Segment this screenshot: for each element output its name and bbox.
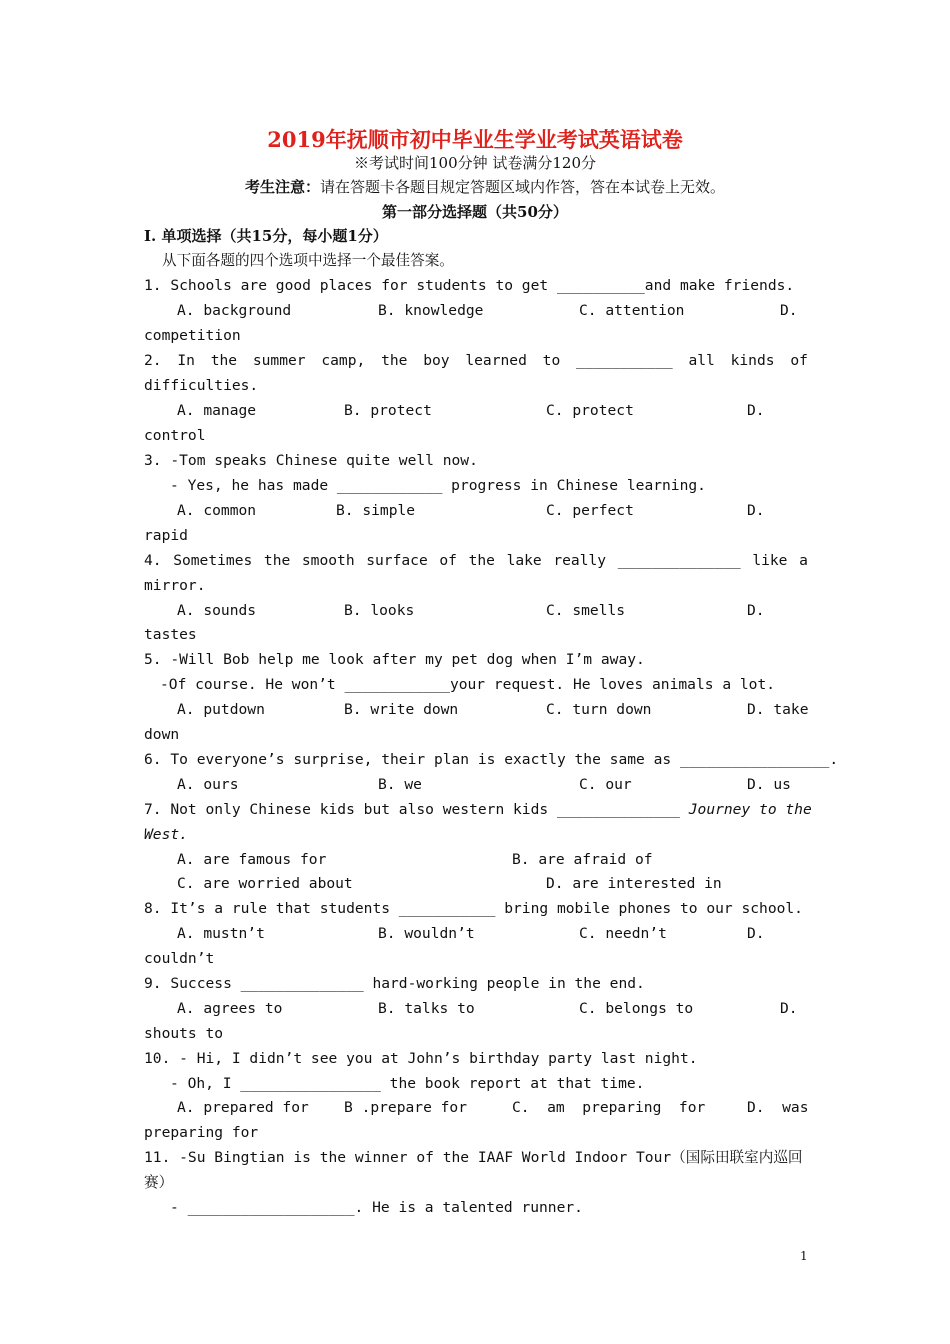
q5-option-b: B. write down	[344, 701, 459, 718]
q6-option-c: C. our	[579, 776, 632, 793]
q7-stem: 7. Not only Chinese kids but also western kids ______________ Journey to the	[144, 801, 812, 818]
q2-option-b: B. protect	[344, 402, 432, 419]
q2-option-d-wrap: control	[144, 427, 206, 444]
q8-option-b: B. wouldn’t	[378, 925, 475, 942]
q4-option-a: A. sounds	[177, 602, 257, 619]
q11-stem: 11. -Su Bingtian is the winner of the IAAF World Indoor Tour（国际田联室内巡回	[144, 1149, 803, 1166]
q3-option-c: C. perfect	[546, 502, 634, 519]
q10-option-d-wrap: preparing for	[144, 1124, 259, 1141]
q4-option-b: B. looks	[344, 602, 415, 619]
q9-option-d: D.	[780, 1000, 798, 1017]
q8-option-a: A. mustn’t	[177, 925, 265, 942]
q3-stem-cont: - Yes, he has made ____________ progress in Chinese learning.	[170, 477, 706, 494]
page-number: 1	[800, 1249, 808, 1263]
q10-option-c: C. am preparing for	[512, 1099, 706, 1116]
q9-option-b: B. talks to	[378, 1000, 475, 1017]
q3-stem: 3. -Tom speaks Chinese quite well now.	[144, 452, 478, 469]
q8-option-d-wrap: couldn’t	[144, 950, 215, 967]
exam-title: 2019年抚顺市初中毕业生学业考试英语试卷	[267, 127, 683, 152]
q10-option-b: B .prepare for	[344, 1099, 468, 1116]
q11-stem-cont: - ___________________. He is a talented runner.	[170, 1199, 583, 1216]
q4-stem-cont: mirror.	[144, 577, 206, 594]
q2-option-a: A. manage	[177, 402, 257, 419]
q5-option-a: A. putdown	[177, 701, 265, 718]
q8-option-d: D.	[747, 925, 765, 942]
q6-option-a: A. ours	[177, 776, 239, 793]
q11-stem-cn-wrap: 赛）	[144, 1174, 174, 1191]
q2-stem-cont: difficulties.	[144, 377, 259, 394]
q10-stem: 10. - Hi, I didn’t see you at John’s birthday party last night.	[144, 1050, 698, 1067]
q5-option-c: C. turn down	[546, 701, 652, 718]
q9-stem: 9. Success ______________ hard-working people in the end.	[144, 975, 645, 992]
q10-option-a: A. prepared for	[177, 1099, 309, 1116]
q7-book-title: Journey to the	[688, 801, 812, 818]
notice-text: 请在答题卡各题目规定答题区域内作答，答在本试卷上无效。	[320, 178, 726, 196]
q7-option-b: B. are afraid of	[512, 851, 653, 868]
q6-option-b: B. we	[378, 776, 422, 793]
q4-option-c: C. smells	[546, 602, 626, 619]
q9-option-c: C. belongs to	[579, 1000, 694, 1017]
q1-stem: 1. Schools are good places for students to get __________and make friends.	[144, 277, 795, 294]
section-instruction: 从下面各题的四个选项中选择一个最佳答案。	[162, 252, 454, 269]
q3-option-a: A. common	[177, 502, 257, 519]
q1-option-b: B. knowledge	[378, 302, 484, 319]
exam-subtitle: ※考试时间100分钟 试卷满分120分	[353, 154, 597, 172]
q1-option-a: A. background	[177, 302, 292, 319]
q2-stem: 2. In the summer camp, the boy learned to ___________ all kinds of	[144, 352, 808, 369]
q7-option-a: A. are famous for	[177, 851, 327, 868]
q3-option-d: D.	[747, 502, 765, 519]
q2-option-d: D.	[747, 402, 765, 419]
q5-option-d-wrap: down	[144, 726, 180, 743]
q1-option-d: D.	[780, 302, 798, 319]
q4-option-d-wrap: tastes	[144, 626, 197, 643]
q6-stem: 6. To everyone’s surprise, their plan is exactly the same as _________________.	[144, 751, 839, 768]
q7-option-d: D. are interested in	[546, 875, 722, 892]
notice-label: 考生注意：	[245, 178, 321, 196]
q5-option-d: D. take	[747, 701, 809, 718]
q6-option-d: D. us	[747, 776, 791, 793]
q5-stem-cont: -Of course. He won’t ____________your request. He loves animals a lot.	[160, 676, 776, 693]
q10-stem-cont: - Oh, I ________________ the book report at that time.	[170, 1075, 645, 1092]
q10-option-d: D. was	[747, 1099, 809, 1116]
part-title: 第一部分选择题（共50分）	[382, 203, 568, 221]
q2-option-c: C. protect	[546, 402, 634, 419]
q8-stem: 8. It’s a rule that students ___________ bring mobile phones to our school.	[144, 900, 803, 917]
q4-option-d: D.	[747, 602, 765, 619]
q3-option-d-wrap: rapid	[144, 527, 188, 544]
q5-stem: 5. -Will Bob help me look after my pet dog when I’m away.	[144, 651, 645, 668]
q9-option-a: A. agrees to	[177, 1000, 283, 1017]
section-heading: I. 单项选择（共15分，每小题1分）	[144, 227, 388, 245]
q3-option-b: B. simple	[336, 502, 416, 519]
q7-stem-cont: West.	[144, 826, 188, 843]
q1-option-d-wrap: competition	[144, 327, 241, 344]
q4-stem: 4. Sometimes the smooth surface of the lake really ______________ like a	[144, 552, 808, 569]
q9-option-d-wrap: shouts to	[144, 1025, 224, 1042]
q7-option-c: C. are worried about	[177, 875, 353, 892]
q1-option-c: C. attention	[579, 302, 685, 319]
q8-option-c: C. needn’t	[579, 925, 667, 942]
exam-notice	[245, 176, 725, 197]
